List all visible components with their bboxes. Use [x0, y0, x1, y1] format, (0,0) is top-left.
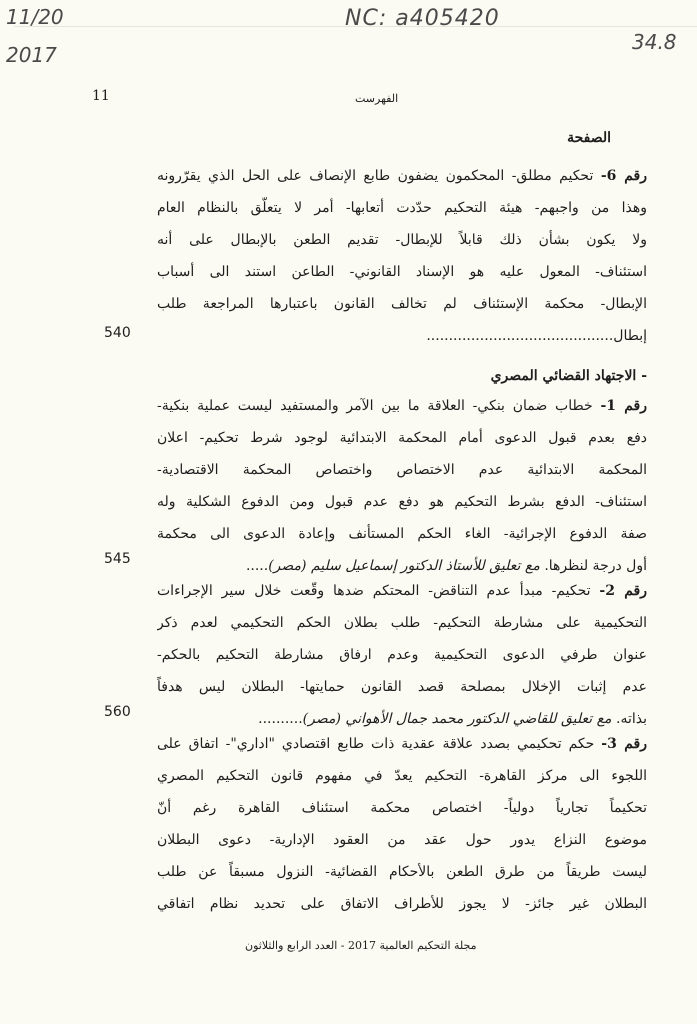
entry-line: دفع بعدم قبول الدعوى أمام المحكمة الابتدائية لوجود شرط تحكيم- اعلان	[157, 430, 647, 446]
entry-line: حكم تحكيمي بصدد علاقة عقدية ذات طابع اقتصادي "اداري"- اتفاق على	[157, 736, 595, 752]
entry-line: موضوع النزاع يدور حول عقد من العقود الإدارية- دعوى البطلان	[157, 832, 647, 848]
entry-line: عنوان طرفي الدعوى التحكيمية وعدم ارفاق مشارطة التحكيم بالحكم-	[157, 647, 647, 663]
handwritten-date-bottom: 2017	[6, 43, 57, 67]
entry-line: التحكيمية على مشارطة التحكيم- طلب بطلان الحكم التحكيمي لعدم ذكر	[157, 615, 647, 631]
entry-line: استئناف- المعول عليه هو الإسناد القانوني- الطاعن استند الى أسباب	[157, 264, 647, 280]
entry-line: المحكمة الابتدائية عدم الاختصاص واختصاص المحكمة الاقتصادية-	[157, 462, 647, 478]
leader-dots: ..........	[258, 711, 303, 727]
entry-line: عدم إثبات الإخلال بمصلحة قصد القانون حمايتها- البطلان ليس هدفاً	[157, 679, 647, 695]
entry-line: تحكيم مطلق- المحكمون يضفون طابع الإنصاف على الحل الذي يقرّرونه	[157, 168, 594, 184]
entry-page-number: 540	[104, 325, 131, 341]
entry-label: رقم 2-	[599, 583, 647, 599]
leader-dots: .....	[245, 558, 269, 574]
leader-dots: ..........................................	[426, 328, 614, 344]
section-heading: - الاجتهاد القضائي المصري	[490, 368, 647, 384]
entry-last-line: إبطال	[613, 328, 647, 344]
entry-last-line: أول درجة لنظرها.	[544, 558, 647, 574]
entry-line: اللجوء الى مركز القاهرة- التحكيم يعدّ في مفهوم قانون التحكيم المصري	[157, 768, 647, 784]
header-page-number: 11	[92, 88, 110, 104]
page-column-heading: الصفحة	[567, 130, 611, 146]
index-entry	[157, 160, 647, 352]
entry-line: صفة الدفوع الإجرائية- الغاء الحكم المستأنف وإعادة الدعوى الى محكمة	[157, 526, 647, 542]
entry-line: الإبطال- محكمة الإستئناف لم تخالف القانون باعتبارها المراجعة طلب	[157, 296, 647, 312]
entry-line: ولا يكون بشأن ذلك قابلاً للإبطال- تقديم الطعن بالإبطال على أنه	[157, 232, 647, 248]
entry-last-line: بذاته.	[616, 711, 647, 727]
index-entry	[157, 575, 647, 735]
entry-commentary: مع تعليق للأستاذ الدكتور إسماعيل سليم (مصر)	[268, 558, 540, 574]
entry-label: رقم 6-	[600, 168, 647, 184]
handwritten-reference: NC: a405420	[345, 6, 500, 31]
entry-line: تحكيماً تجارياً دولياً- اختصاص محكمة استئناف القاهرة رغم أنّ	[157, 800, 647, 816]
entry-line: البطلان غير جائز- لا يجوز للأطراف الاتفاق على تحديد نظام اتفاقي	[157, 896, 647, 912]
entry-line: تحكيم- مبدأ عدم التناقض- المحتكم ضدها وقّعت خلال سير الإجراءات	[157, 583, 591, 599]
entry-line: ليست طريقاً من طرق الطعن بالأحكام القضائية- النزول مسبقاً عن طلب	[157, 864, 647, 880]
entry-commentary: مع تعليق للقاضي الدكتور محمد جمال الأهواني (مصر)	[302, 711, 612, 727]
handwritten-page-mark: 34.8	[632, 30, 677, 54]
handwritten-date-top: 11/20	[6, 5, 64, 29]
entry-line: وهذا من واجبهم- هيئة التحكيم حدّدت أتعابها- أمر لا يتعلّق بالنظام العام	[157, 200, 647, 216]
entry-page-number: 560	[104, 704, 131, 720]
entry-label: رقم 3-	[601, 736, 647, 752]
page-footer: مجلة التحكيم العالمية 2017 - العدد الرابع والثلاثون	[245, 939, 477, 952]
index-entry	[157, 390, 647, 582]
index-entry	[157, 728, 647, 920]
header-title: الفهرست	[355, 92, 399, 105]
entry-line: خطاب ضمان بنكي- العلاقة ما بين الآمر والمستفيد ليست عملية بنكية-	[157, 398, 593, 414]
entry-label: رقم 1-	[600, 398, 647, 414]
entry-line: استئناف- الدفع بشرط التحكيم هو دفع عدم قبول ومن الدفوع الشكلية وله	[157, 494, 647, 510]
entry-page-number: 545	[104, 551, 131, 567]
